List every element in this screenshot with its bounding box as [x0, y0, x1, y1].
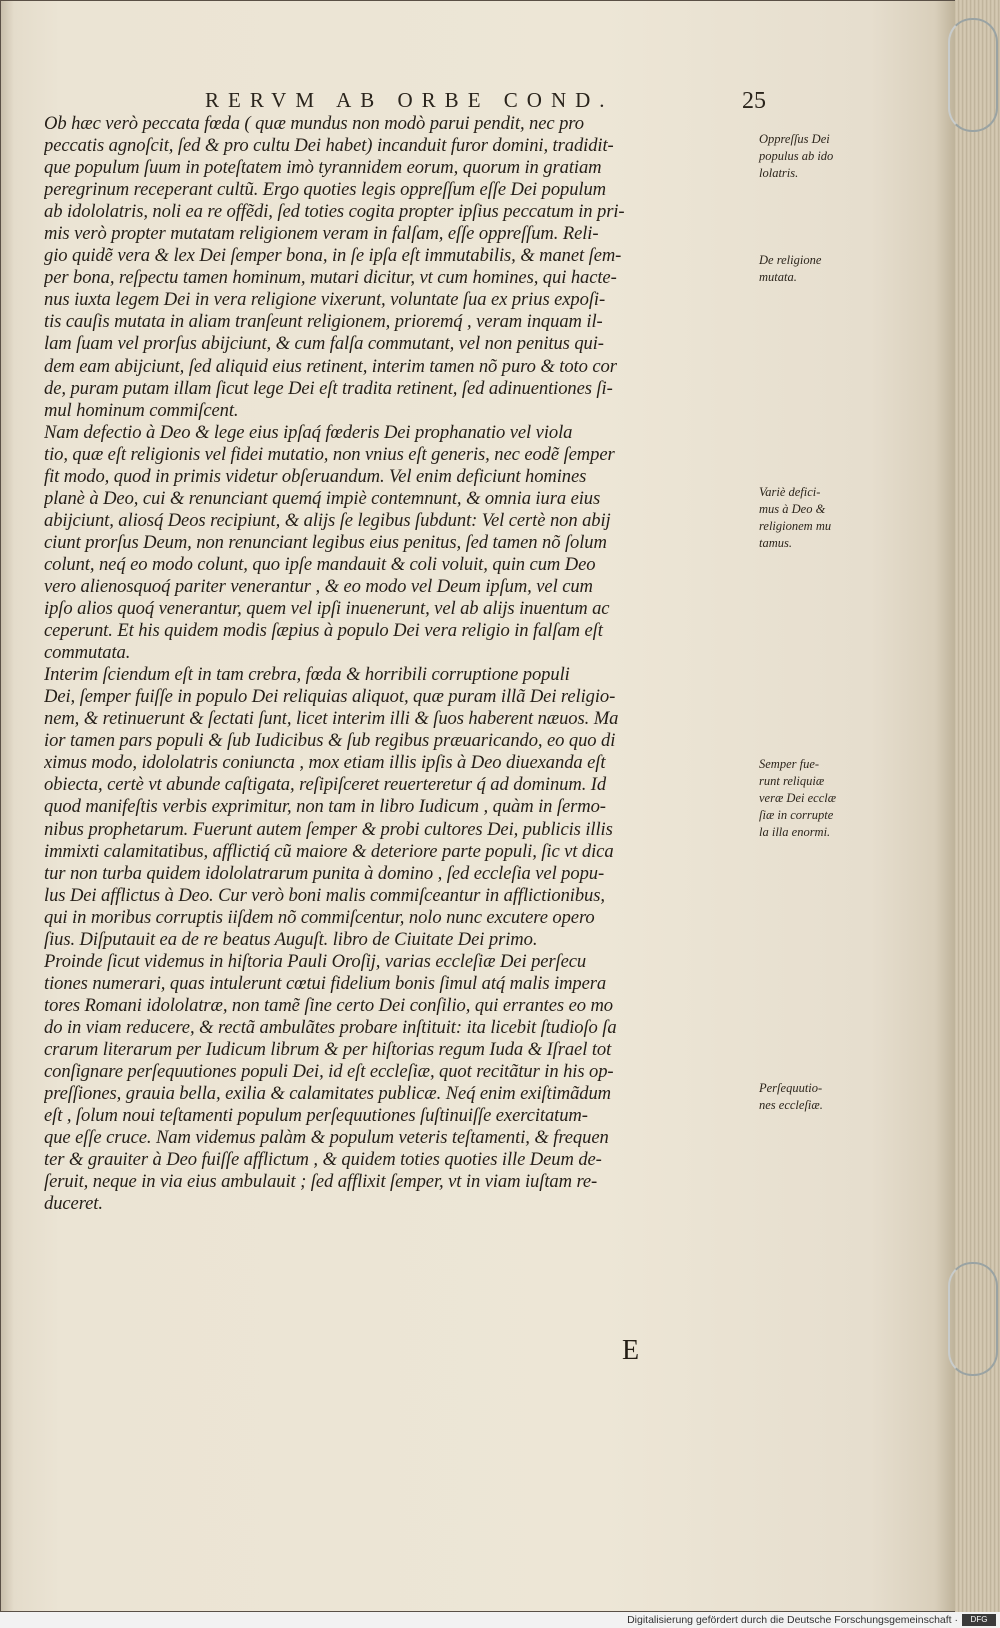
text-line: commutata. — [44, 642, 131, 664]
text-line: dem eam abijciunt, ſed aliquid eius retinent, interim tamen nõ puro & toto cor — [44, 355, 617, 377]
margin-note — [759, 484, 859, 552]
text-line: obiecta, certè vt abunde caſtigata, reſipiſceret reuerteretur q́ ad dominum. Id — [44, 774, 607, 796]
text-line: de, puram putam illam ſicut lege Dei eſt tradita retinent, ſed adinuentiones ſi- — [44, 377, 613, 399]
text-line: Nam defectio à Deo & lege eius ipſaq́ fœderis Dei prophanatio vel viola — [44, 421, 573, 443]
text-line: duceret. — [44, 1193, 103, 1215]
text-line: tores Romani idololatræ, non tamẽ ſine certo Dei conſilio, qui errantes eo mo — [44, 994, 613, 1016]
text-line: lus Dei afflictus à Deo. Cur verò boni malis commiſceantur in afflictionibus, — [44, 884, 605, 906]
text-line: peregrinum receperant cultũ. Ergo quoties legis oppreſſum eſſe Dei populum — [44, 179, 607, 201]
margin-note-line: runt reliquiæ — [759, 774, 825, 788]
text-line: tiones numerari, quas intulerunt cœtui fidelium bonis ſimul atq́ malis impera — [44, 972, 607, 994]
text-line: Interim ſciendum eſt in tam crebra, fœda & horribili corruptione populi — [44, 664, 570, 686]
signature-mark: E — [622, 1335, 640, 1366]
text-line: quod manifeſtis verbis exprimitur, non tam in libro Iudicum , quàm in ſermo- — [44, 796, 606, 818]
text-line: per bona, reſpectu tamen hominum, mutari dicitur, vt cum homines, qui hacte- — [44, 267, 617, 289]
body-text — [44, 113, 754, 1215]
text-line: ab idololatris, noli ea re offẽdi, ſed toties cogita propter ipſius peccatum in pri- — [44, 201, 625, 223]
margin-note-line: Variè defici- — [759, 485, 821, 499]
text-line: que populum ſuum in poteſtatem imò tyrannidem eorum, quorum in gratiam — [44, 157, 602, 179]
text-line: immixti calamitatibus, afflictiq́ cũ maiore & deteriore parte populi, ſic vt dica — [44, 840, 614, 862]
margin-note-line: Oppreſſus Dei — [759, 132, 830, 146]
text-line: vero alienosquoq́ pariter venerantur , & eo modo vel Deum ipſum, vel cum — [44, 575, 593, 597]
text-line: Proinde ſicut videmus in hiſtoria Pauli Oroſij, varias eccleſiæ Dei perſecu — [44, 950, 587, 972]
text-line: ximus modo, idololatris coniuncta , mox etiam illis ipſis à Deo diuexanda eſt — [44, 752, 606, 774]
text-line: tur non turba quidem idololatrarum punita à domino , ſed eccleſia vel popu- — [44, 862, 605, 884]
margin-note-line: nes eccleſiæ. — [759, 1098, 823, 1112]
margin-note-line: Semper fue- — [759, 757, 820, 771]
text-line: do in viam reducere, & rectã ambulãtes probare inſtituit: ita licebit ſtudioſo ſa — [44, 1016, 617, 1038]
running-head-title: RERVM AB ORBE COND. — [205, 88, 614, 112]
text-line: ceperunt. Et his quidem modis ſæpius à populo Dei vera religio in falſam eſt — [44, 620, 603, 642]
text-line: ter & grauiter à Deo fuiſſe afflictum , & quidem toties quoties ille Deum de- — [44, 1149, 602, 1171]
text-line: lam ſuam vel prorſus abijciunt, & cum falſa commutant, vel non penitus qui- — [44, 333, 604, 355]
text-line: ipſo alios quoq́ venerantur, quem vel ipſi inuenerunt, vel ab alijs inuentum ac — [44, 598, 610, 620]
footer-bar — [0, 1612, 1000, 1628]
text-line: nibus prophetarum. Fuerunt autem ſemper & probi cultores Dei, publicis illis — [44, 818, 613, 840]
margin-note-line: la illa enormi. — [759, 825, 831, 839]
margin-note — [759, 252, 859, 286]
margin-note-line: tamus. — [759, 536, 792, 550]
footer-credit: Digitalisierung gefördert durch die Deutsche Forschungsgemeinschaft · — [627, 1614, 958, 1626]
page-number: 25 — [742, 88, 766, 114]
text-line: Ob hæc verò peccata fœda ( quæ mundus non modò parui pendit, nec pro — [44, 113, 584, 134]
text-line: tis cauſis mutata in aliam tranſeunt religionem, prioremq́ , veram inquam il- — [44, 311, 603, 333]
margin-note — [759, 131, 859, 182]
text-line: ciunt prorſus Deum, non renunciant legibus eius penitus, ſed tamen nõ ſolum — [44, 531, 607, 553]
text-line: crarum literarum per Iudicum librum & per hiſtorias regum Iuda & Iſrael tot — [44, 1038, 612, 1060]
text-line: qui in moribus corruptis iiſdem nõ commiſcentur, nolo nunc excutere opero — [44, 906, 595, 928]
text-line: gio quidẽ vera & lex Dei ſemper bona, in ſe ipſa eſt immutabilis, & manet ſem- — [44, 245, 622, 267]
margin-note-line: veræ Dei ecclæ — [759, 791, 837, 805]
margin-note-line: De religione — [759, 253, 822, 267]
dfg-logo: DFG — [962, 1614, 996, 1626]
text-line: Dei, ſemper fuiſſe in populo Dei reliquias aliquot, quæ puram illã Dei religio- — [44, 686, 616, 708]
text-line: mul hominum commiſcent. — [44, 399, 239, 421]
text-line: nus iuxta legem Dei in vera religione vixerunt, voluntate ſua ex prius expoſi- — [44, 289, 606, 311]
text-line: ſeruit, neque in via eius ambulauit ; ſed afflixit ſemper, vt in viam iuſtam re- — [44, 1171, 598, 1193]
text-line: que eſſe cruce. Nam videmus palàm & populum veteris teſtamenti, & frequen — [44, 1127, 609, 1149]
text-line: planè à Deo, cui & renunciant quemq́ impiè contemnunt, & omnia iura eius — [44, 487, 601, 509]
margin-note-line: ſiæ in corrupte — [759, 808, 834, 822]
margin-note — [759, 1080, 859, 1114]
margin-note-line: lolatris. — [759, 166, 799, 180]
book-clamp-bottom — [948, 1262, 998, 1376]
text-line: mis verò propter mutatam religionem veram in falſam, eſſe oppreſſum. Reli- — [44, 223, 599, 245]
text-line: fit modo, quod in primis videtur obſeruandum. Vel enim deficiunt homines — [44, 465, 587, 487]
text-line: preſſiones, grauia bella, exilia & calamitates publicæ. Neq́ enim exiſtimãdum — [44, 1083, 611, 1105]
margin-note-line: religionem mu — [759, 519, 832, 533]
text-line: peccatis agnoſcit, ſed & pro cultu Dei habet) incanduit furor domini, tradidit- — [44, 135, 614, 157]
margin-note-line: mus à Deo & — [759, 502, 826, 516]
text-line: eſt , ſolum noui teſtamenti populum perſequutiones ſuſtinuiſſe exercitatum- — [44, 1105, 588, 1127]
text-line: abijciunt, aliosq́ Deos recipiunt, & alijs ſe legibus ſubdunt: Vel certè non abij — [44, 509, 611, 531]
margin-note-line: mutata. — [759, 270, 797, 284]
book-clamp-top — [948, 18, 998, 132]
margin-note-line: Perſequutio- — [759, 1081, 823, 1095]
text-line: ſius. Diſputauit ea de re beatus Auguſt. libro de Ciuitate Dei primo. — [44, 928, 538, 950]
text-line: ior tamen pars populi & ſub Iudicibus & ſub regibus præuaricando, eo quo di — [44, 730, 616, 752]
text-line: nem, & retinuerunt & ſectati ſunt, licet interim illi & ſuos haberent næuos. Ma — [44, 708, 619, 730]
margin-note — [759, 756, 859, 841]
text-line: colunt, neq́ eo modo colunt, quo ipſe mandauit & coli voluit, quin cum Deo — [44, 553, 596, 575]
text-line: tio, quæ eſt religionis vel fidei mutatio, non vnius eſt generis, nec eodẽ ſemper — [44, 443, 615, 465]
text-line: conſignare perſequutiones populi Dei, id eſt eccleſiæ, quot recitãtur in his op- — [44, 1061, 614, 1083]
margin-note-line: populus ab ido — [759, 149, 834, 163]
